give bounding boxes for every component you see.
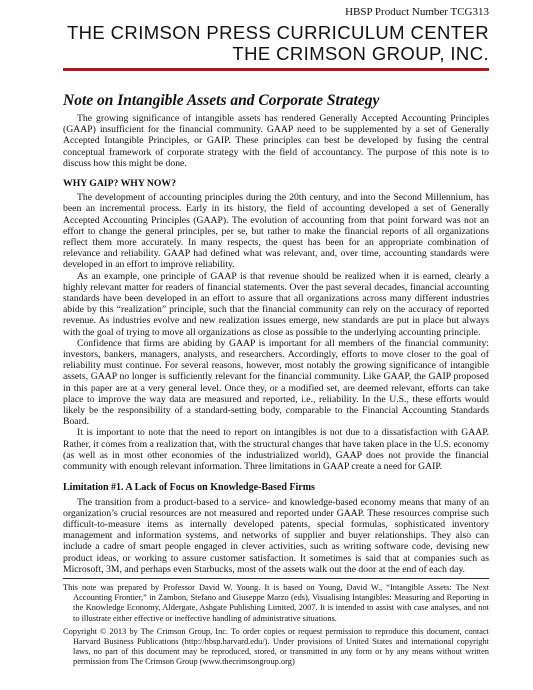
document-body <box>63 113 489 575</box>
body-paragraph: It is important to note that the need to report on intangibles is not due to a dissatisfaction with GAAP. Rather, it comes from a realization that, with the structural changes that have taken place in the U.S. economy (as well as in most other economies of the industrialized world), GAAP does not provide the financial community with enough relevant information. Three limitations in GAAP create a need for GAIP. <box>63 427 489 473</box>
footnote-attribution: This note was prepared by Professor David W. Young. It is based on Young, David W., “Intangible Assets: The Next Accounting Frontier,” in Zambon, Stefano and Giuseppe Marzo (eds), Visualising Intangibles: Measuring and Reporting in the Knowledge Economy, Aldergate, Ashgate Publishing Limited, 2007. It is intended to assist with case analyses, and not to illustrate either effective or ineffective handling of administrative situations. <box>63 583 489 623</box>
body-paragraph: As an example, one principle of GAAP is that revenue should be realized when it is earned, clearly a highly relevant matter for readers of financial statements. Over the past several decades, financial accounting standards have been developed in an effort to assure that all organizations across many different industries abide by this “realization” principle, such that the financial community can rely on the accuracy of reported revenue. As industries evolve and new realization issues emerge, new standards are put in place but always with the goal of trying to move all organizations as close as possible to the underlying accounting principle. <box>63 270 489 338</box>
masthead-line-2: THE CRIMSON GROUP, INC. <box>232 43 489 64</box>
masthead-rule <box>63 68 489 71</box>
body-paragraph: Confidence that firms are abiding by GAAP is important for all members of the financial community: investors, bankers, managers, analysts, and researchers. Accordingly, efforts to move closer to the goal of reliability must continue. For several reasons, however, most notably the growing significance of intangible assets, GAAP no longer is sufficiently relevant for the financial community. Like GAAP, the GAIP proposed in this paper are at a very general level. Once they, or a modified set, are deemed relevant, efforts can take place to improve the way data are measured and reported, i.e., reliability. In the U.S., these efforts would likely be the responsibility of a standard-setting body, comparable to the Financial Accounting Standards Board. <box>63 337 489 428</box>
footnote <box>63 578 489 668</box>
product-number: HBSP Product Number TCG313 <box>345 6 489 18</box>
section-heading-why-gaip: WHY GAIP? WHY NOW? <box>63 178 176 190</box>
document-title: Note on Intangible Assets and Corporate Strategy <box>63 92 380 109</box>
body-paragraph: The development of accounting principles during the 20th century, and into the Second Millennium, has been an incremental process. Early in its history, the field of accounting developed a set of Generally Accepted Accounting Principles (GAAP). The evolution of accounting from that point forward was not an effort to change the general principles, per se, but rather to make the financial reports of all organizations reflect them more accurately. In many respects, the quest has been for an appropriate combination of relevance and reliability. GAAP had defined what was relevant, and, over time, accounting standards were developed in an effort to improve reliability. <box>63 192 489 271</box>
section-heading-limitation-1: Limitation #1. A Lack of Focus on Knowledge-Based Firms <box>63 482 315 494</box>
body-paragraph: The transition from a product-based to a service- and knowledge-based economy means that many of an organization’s crucial resources are not measured and reported under GAAP. These resources comprise such difficult-to-measure items as internally developed patents, special formulas, sophisticated inventory management and information systems, and networks of supplier and buyer relationships. They also can include a cadre of smart people engaged in clever activities, such as writing software code, devising new product ideas, or working to assure customer satisfaction. It sometimes is said that at companies such as Microsoft, 3M, and perhaps even Starbucks, most of the assets walk out the door at the end of each day. <box>63 496 489 575</box>
masthead-line-1: THE CRIMSON PRESS CURRICULUM CENTER <box>66 22 489 43</box>
footnote-copyright: Copyright © 2013 by The Crimson Group, Inc. To order copies or request permission to reproduce this document, contact Harvard Business Publications (http://hbsp.harvard.edu/). Under provisions of United States and international copyright laws, no part of this document may be reproduced, stored, or transmitted in any form or by any means without written permission from The Crimson Group (www.thecrimsongroup.org) <box>63 626 489 667</box>
masthead <box>63 22 489 71</box>
intro-paragraph: The growing significance of intangible assets has rendered Generally Accepted Accounting Principles (GAAP) insufficient for the financial community. GAAP need to be supplemented by a set of Generally Accepted Intangible Principles, or GAIP. These principles can best be developed by fusing the central conceptual framework of corporate strategy with the field of accountancy. The purpose of this note is to discuss how this might be done. <box>63 113 489 169</box>
